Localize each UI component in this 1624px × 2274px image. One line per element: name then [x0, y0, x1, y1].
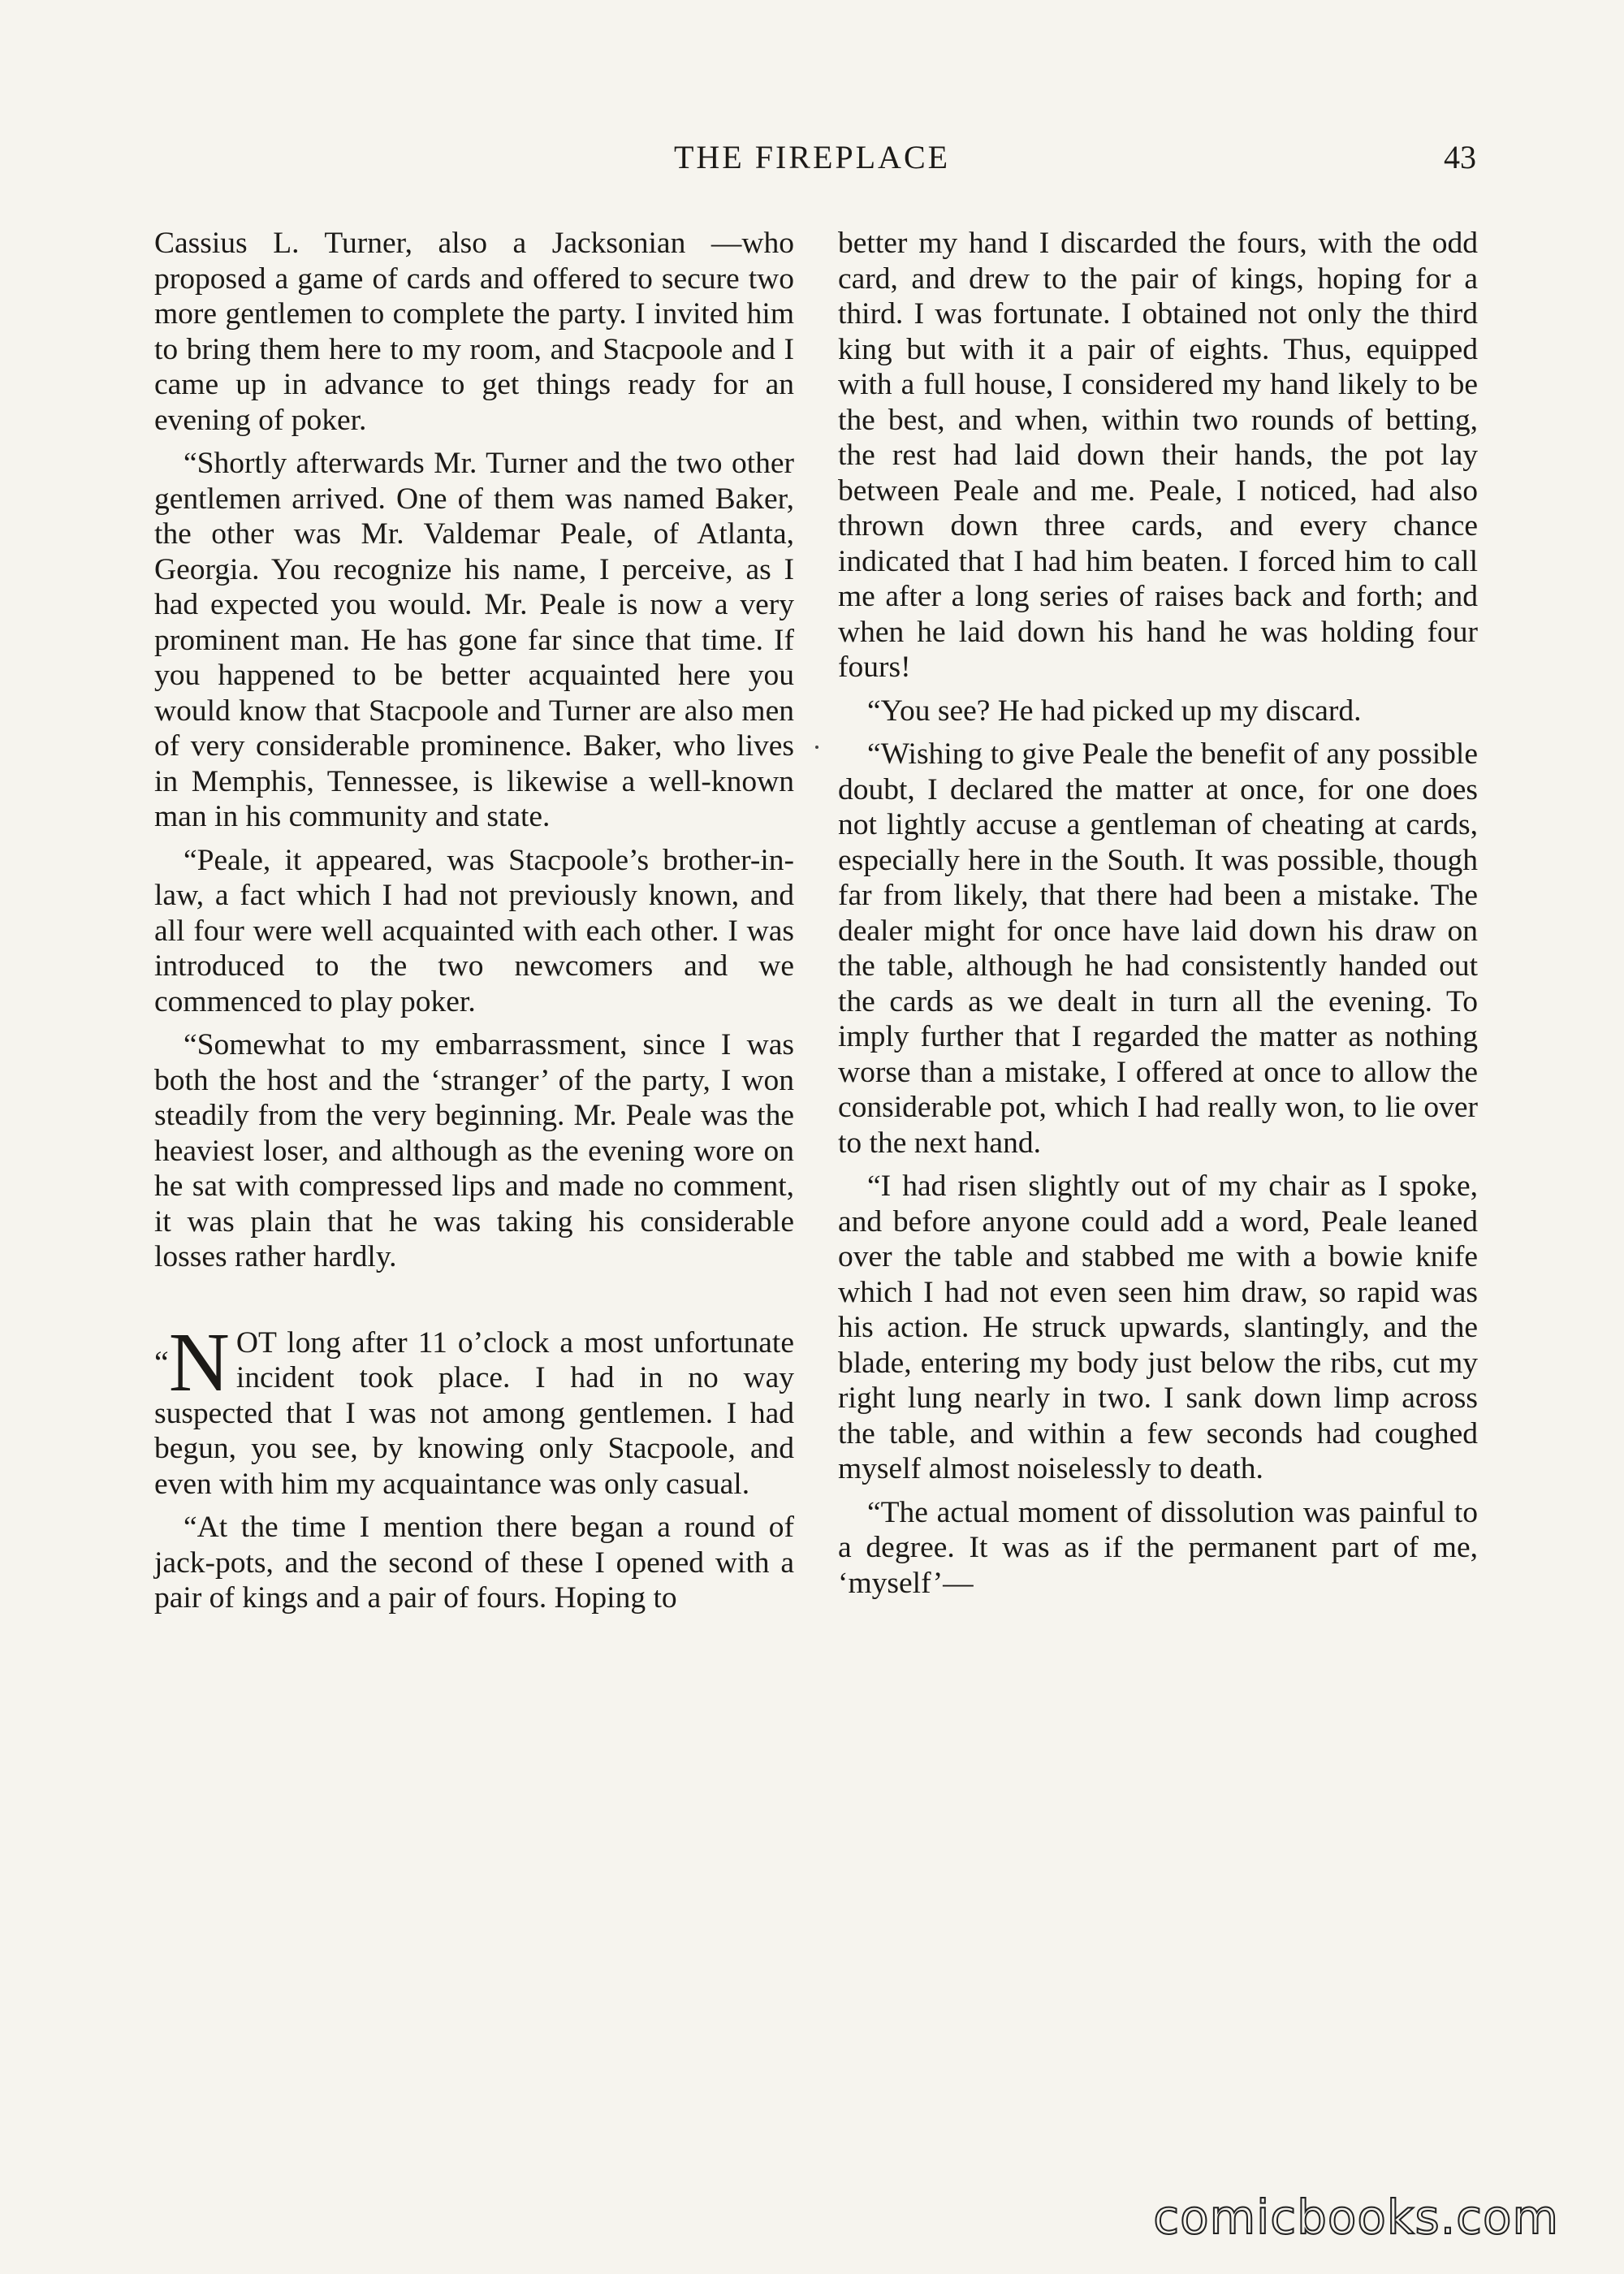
- watermark: comicbooks.com: [1153, 2190, 1559, 2245]
- paragraph: better my hand I discarded the fours, with the odd card, and drew to the pair of kings, hoping for a third. I was fortunate. I obtained not only the third king but with it a pair of eights. Thus, equipped with a full house, I considered my hand likely to be the best, and when, within two rounds of betting, the rest had laid down their hands, the pot lay between Peale and me. Peale, I noticed, had also thrown down three cards, and every chance indicated that I had him beaten. I forced him to call me after a long series of raises back and forth; and when he laid down his hand he was holding four fours!: [838, 227, 1478, 684]
- paragraph: “I had risen slightly out of my chair as I spoke, and before anyone could add a word, Peale leaned over the table and stabbed me with a bowie knife which I had not even seen him draw, so rapid was his action. He struck upwards, slantingly, and the blade, entering my body just below the ribs, cut my right lung nearly in two. I sank down limp across the table, and within a few seconds had coughed myself almost noiselessly to death.: [838, 1169, 1478, 1485]
- paragraph: “Somewhat to my embarrassment, since I was both the host and the ‘stranger’ of the party, I won steadily from the very beginning. Mr. Peale was the heaviest loser, and although as the evening wore on he sat with compressed lips and made no comment, it was plain that he was taking his considerable losses rather hardly.: [154, 1028, 794, 1273]
- drop-cap-letter: N: [168, 1315, 230, 1409]
- section-opening-paragraph: [154, 1315, 794, 1502]
- running-head: [0, 138, 1624, 187]
- scan-speck: [815, 746, 818, 749]
- right-column: [838, 226, 1478, 1609]
- paragraph: “The actual moment of dissolution was painful to a degree. It was as if the permanent part of me, ‘myself’—: [838, 1495, 1478, 1600]
- page-number: 43: [1444, 139, 1476, 175]
- drop-cap: [154, 1315, 230, 1409]
- paragraph: “Wishing to give Peale the benefit of any possible doubt, I declared the matter at once, for one does not lightly accuse a gentleman of cheating at cards, especially here in the South. It was possible, though far from likely, that there had been a mistake. The dealer might for once have laid down his draw on the table, although he had consistently handed out the cards as we dealt in turn all the evening. To imply further that I regarded the matter as nothing worse than a mistake, I offered at once to allow the considerable pot, which I had really won, to lie over to the next hand.: [838, 737, 1478, 1160]
- paragraph: “Shortly afterwards Mr. Turner and the two other gentlemen arrived. One of them was named Baker, the other was Mr. Valdemar Peale, of Atlanta, Georgia. You recognize his name, I perceive, as I had expected you would. Mr. Peale is now a very prominent man. He has gone far since that time. If you happened to be better acquainted here you would know that Stacpoole and Turner are also men of very considerable prominence. Baker, who lives in Memphis, Tennessee, is likewise a well-known man in his community and state.: [154, 447, 794, 833]
- section-opening-text: OT long after 11 o’clock a most unfortunate incident took place. I had in no way suspected that I was not among gentlemen. I had begun, you see, by knowing only Stacpoole, and even with him my acquaintance was only casual.: [154, 1325, 794, 1501]
- running-title: THE FIREPLACE: [673, 139, 951, 175]
- left-column: [154, 226, 794, 1624]
- drop-cap-quote: “: [154, 1343, 169, 1381]
- paragraph: “At the time I mention there began a round of jack-pots, and the second of these I opened with a pair of kings and a pair of fours. Hoping to: [154, 1511, 794, 1615]
- paragraph: “Peale, it appeared, was Stacpoole’s brother-in-law, a fact which I had not previously known, and all four were well acquainted with each other. I was introduced to the two newcomers and we commenced to play poker.: [154, 843, 794, 1018]
- paragraph: Cassius L. Turner, also a Jacksonian —who proposed a game of cards and offered to secure two more gentlemen to complete the party. I invited him to bring them here to my room, and Stacpoole and I came up in advance to get things ready for an evening of poker.: [154, 227, 794, 437]
- paragraph: “You see? He had picked up my discard.: [867, 694, 1362, 728]
